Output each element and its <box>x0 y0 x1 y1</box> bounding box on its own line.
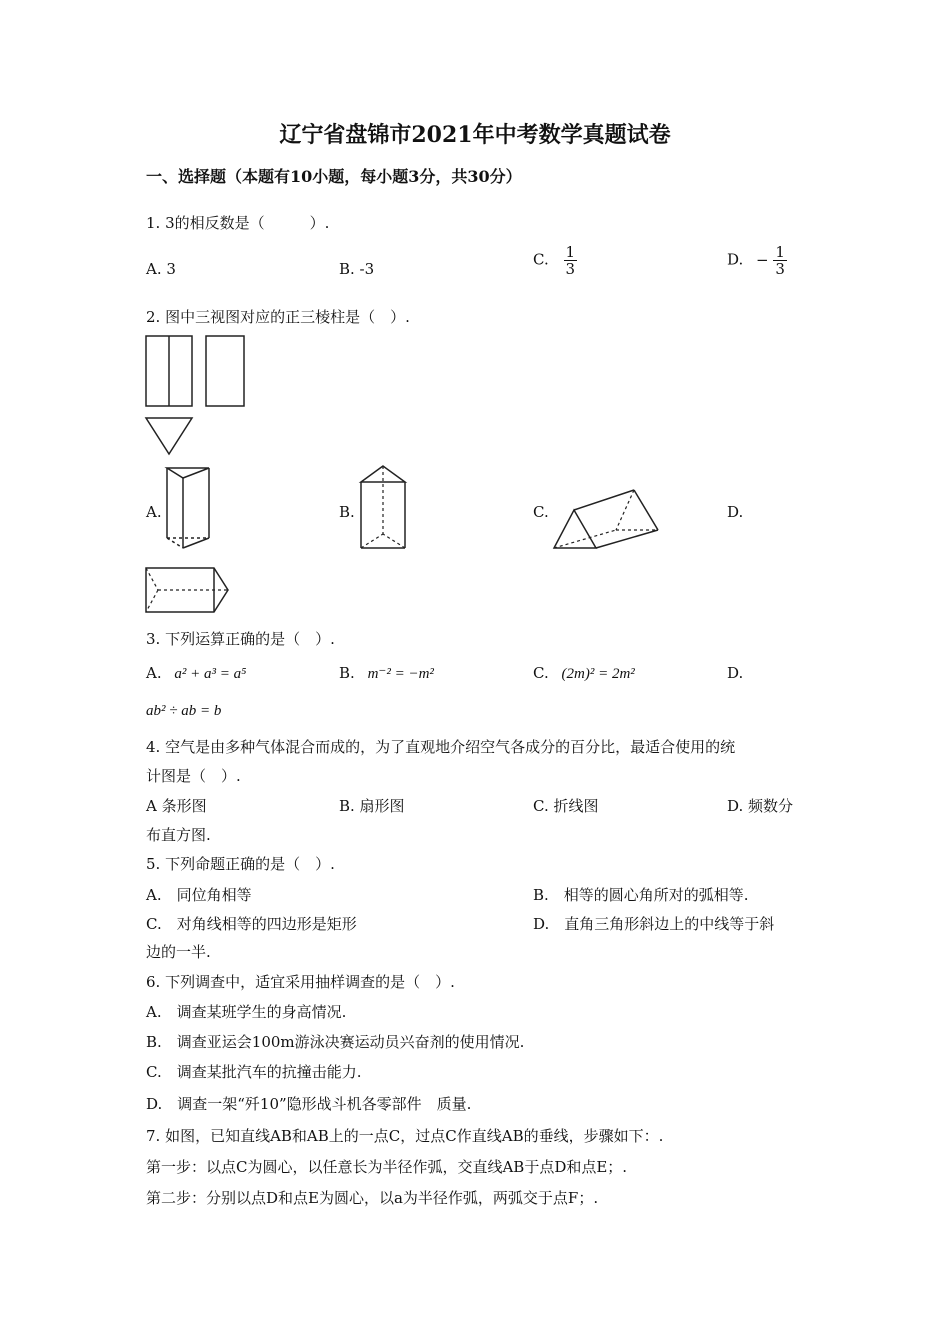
q2-prism-d <box>144 564 230 616</box>
q1-fraction-c-num: 1 <box>565 243 576 261</box>
q1-option-c[interactable] <box>533 244 577 277</box>
q2-option-b[interactable]: B. <box>339 503 355 521</box>
q1-fraction-d-den: 3 <box>775 260 785 278</box>
q3-option-a-expr: a² + a³ = a⁵ <box>174 666 247 682</box>
q6-option-d[interactable]: D. 调查一架“歼10”隐形战斗机各零部件 质量. <box>146 1095 472 1113</box>
q5-stem: 5. 下列命题正确的是（ ）. <box>146 855 335 873</box>
q1-option-c-label: C. <box>533 250 549 269</box>
three-view-figure <box>144 334 254 460</box>
q1-fraction-c <box>564 244 578 277</box>
q2-prism-b <box>357 464 413 554</box>
q4-stem-line2: 计图是（ ）. <box>146 767 241 785</box>
q1-stem: 1. 3的相反数是（ ）. <box>146 214 330 232</box>
q3-option-c[interactable] <box>533 664 635 683</box>
q3-option-c-expr: (2m)² = 2m² <box>561 666 635 682</box>
q4-stem-line1: 4. 空气是由多种气体混合而成的，为了直观地介绍空气各成分的百分比，最适合使用的统 <box>146 738 736 756</box>
q3-option-b[interactable] <box>339 664 434 683</box>
q7-step2: 第二步：分别以点D和点E为圆心，以a为半径作弧，两弧交于点F；. <box>146 1189 599 1207</box>
q5-option-c[interactable]: C. 对角线相等的四边形是矩形 <box>146 915 357 933</box>
q4-option-a[interactable]: A 条形图 <box>146 797 207 815</box>
q3-option-a-label: A. <box>146 664 162 682</box>
q4-option-c[interactable]: C. 折线图 <box>533 797 599 815</box>
q7-step1: 第一步：以点C为圆心，以任意长为半径作弧，交直线AB于点D和点E；. <box>146 1158 628 1176</box>
q1-option-b[interactable]: B. -3 <box>339 260 375 278</box>
q2-prism-a <box>163 466 219 552</box>
q3-option-a[interactable] <box>146 664 246 683</box>
q3-stem: 3. 下列运算正确的是（ ）. <box>146 630 335 648</box>
q1-option-a[interactable]: A. 3 <box>146 260 176 278</box>
q2-option-a[interactable]: A. <box>146 503 162 521</box>
q7-stem: 7. 如图，已知直线AB和AB上的一点C，过点C作直线AB的垂线，步骤如下：. <box>146 1127 664 1145</box>
q1-option-d-label: D. <box>727 250 744 269</box>
side-view <box>206 336 244 406</box>
q1-option-d[interactable] <box>727 244 787 277</box>
q5-option-b[interactable]: B. 相等的圆心角所对的弧相等. <box>533 886 749 904</box>
q1-fraction-d <box>773 244 787 277</box>
q6-stem: 6. 下列调查中，适宜采用抽样调查的是（ ）. <box>146 973 455 991</box>
top-view <box>146 418 192 454</box>
q1-fraction-d-num: 1 <box>775 243 785 261</box>
q5-option-d-cont: 边的一半. <box>146 943 211 961</box>
section-heading: 一、选择题（本题有10小题，每小题3分，共30分） <box>146 167 522 186</box>
q5-option-a[interactable]: A. 同位角相等 <box>146 886 252 904</box>
q2-option-d[interactable]: D. <box>727 503 744 521</box>
q4-option-d[interactable]: D. 频数分 <box>727 797 794 815</box>
q3-option-b-label: B. <box>339 664 355 682</box>
q2-option-c[interactable]: C. <box>533 503 549 521</box>
q2-prism-c <box>550 488 662 554</box>
q5-option-d[interactable]: D. 直角三角形斜边上的中线等于斜 <box>533 915 775 933</box>
q1-option-d-sign: − <box>756 250 769 269</box>
q4-option-b[interactable]: B. 扇形图 <box>339 797 405 815</box>
q2-stem: 2. 图中三视图对应的正三棱柱是（ ）. <box>146 308 410 326</box>
q3-option-d[interactable]: D. <box>727 664 744 682</box>
q3-option-b-expr: m⁻² = −m² <box>367 666 434 682</box>
q1-fraction-c-den: 3 <box>565 260 576 278</box>
q3-option-c-label: C. <box>533 664 549 682</box>
q6-option-a[interactable]: A. 调查某班学生的身高情况. <box>146 1003 347 1021</box>
q6-option-b[interactable]: B. 调查亚运会100m游泳决赛运动员兴奋剂的使用情况. <box>146 1033 525 1051</box>
q6-option-c[interactable]: C. 调查某批汽车的抗撞击能力. <box>146 1063 362 1081</box>
page-title: 辽宁省盘锦市2021年中考数学真题试卷 <box>279 122 671 148</box>
q3-option-d-expr: ab² ÷ ab = b <box>146 703 222 719</box>
q4-option-d-cont: 布直方图. <box>146 826 211 844</box>
